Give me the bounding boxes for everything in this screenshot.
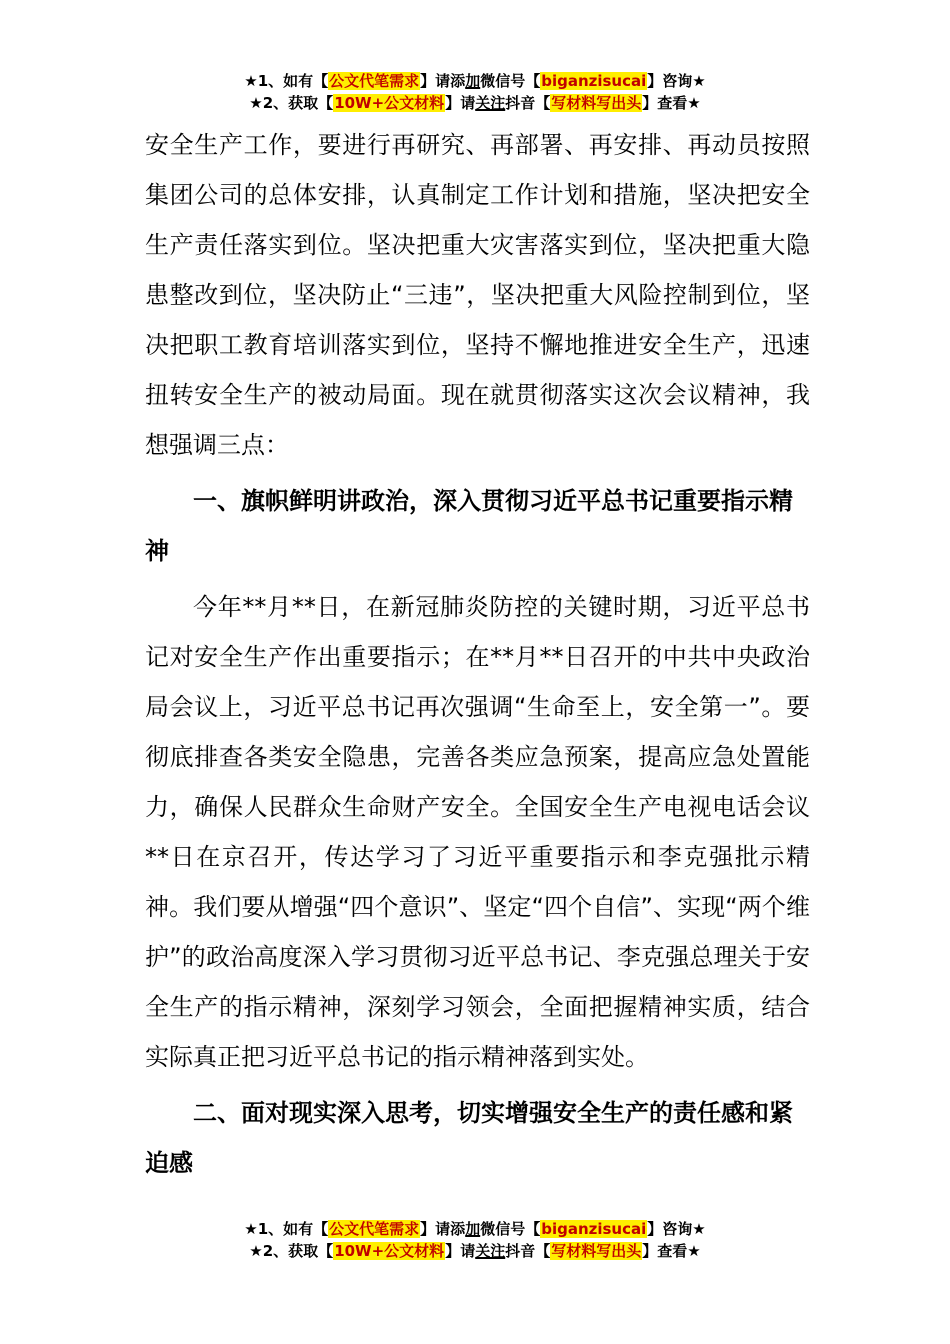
footer-banner xyxy=(0,1218,950,1262)
douyin-account: 写材料写出头 xyxy=(551,1242,642,1260)
footer-banner-line-1: ★1、如有【公文代笔需求】请添加微信号【biganzisucai】咨询★ xyxy=(244,1220,706,1238)
highlight-tag: 公文代笔需求 xyxy=(329,72,420,90)
footer-banner-line-2: ★2、获取【10W+公文材料】请关注抖音【写材料写出头】查看★ xyxy=(249,1242,701,1260)
highlight-tag: 10W+公文材料 xyxy=(334,1242,445,1260)
wechat-id: biganzisucai xyxy=(541,72,647,90)
highlight-tag: 公文代笔需求 xyxy=(329,1220,420,1238)
document-body xyxy=(145,120,810,1188)
header-banner xyxy=(0,70,950,114)
highlight-tag: 10W+公文材料 xyxy=(334,94,445,112)
section-heading-1: 一、旗帜鲜明讲政治，深入贯彻习近平总书记重要指示精神 xyxy=(145,487,793,565)
douyin-account: 写材料写出头 xyxy=(551,94,642,112)
header-banner-line-2: ★2、获取【10W+公文材料】请关注抖音【写材料写出头】查看★ xyxy=(249,94,701,112)
wechat-id: biganzisucai xyxy=(541,1220,647,1238)
paragraph-1: 安全生产工作，要进行再研究、再部署、再安排、再动员按照集团公司的总体安排，认真制定工作计划和措施，坚决把安全生产责任落实到位。坚决把重大灾害落实到位，坚决把重大隐患整改到位，坚决防止“三违”，坚决把重大风险控制到位，坚决把职工教育培训落实到位，坚持不懈地推进安全生产，迅速扭转安全生产的被动局面。现在就贯彻落实这次会议精神，我想强调三点： xyxy=(145,131,810,459)
paragraph-2: 今年**月**日，在新冠肺炎防控的关键时期，习近平总书记对安全生产作出重要指示；在**月**日召开的中共中央政治局会议上，习近平总书记再次强调“生命至上，安全第一”。要彻底排查各类安全隐患，完善各类应急预案，提高应急处置能力，确保人民群众生命财产安全。全国安全生产电视电话会议**日在京召开，传达学习了习近平重要指示和李克强批示精神。我们要从增强“四个意识”、坚定“四个自信”、实现“两个维护”的政治高度深入学习贯彻习近平总书记、李克强总理关于安全生产的指示精神，深刻学习领会，全面把握精神实质，结合实际真正把习近平总书记的指示精神落到实处。 xyxy=(145,593,810,1071)
section-heading-2: 二、面对现实深入思考，切实增强安全生产的责任感和紧迫感 xyxy=(145,1099,793,1177)
header-banner-line-1: ★1、如有【公文代笔需求】请添加微信号【biganzisucai】咨询★ xyxy=(244,72,706,90)
